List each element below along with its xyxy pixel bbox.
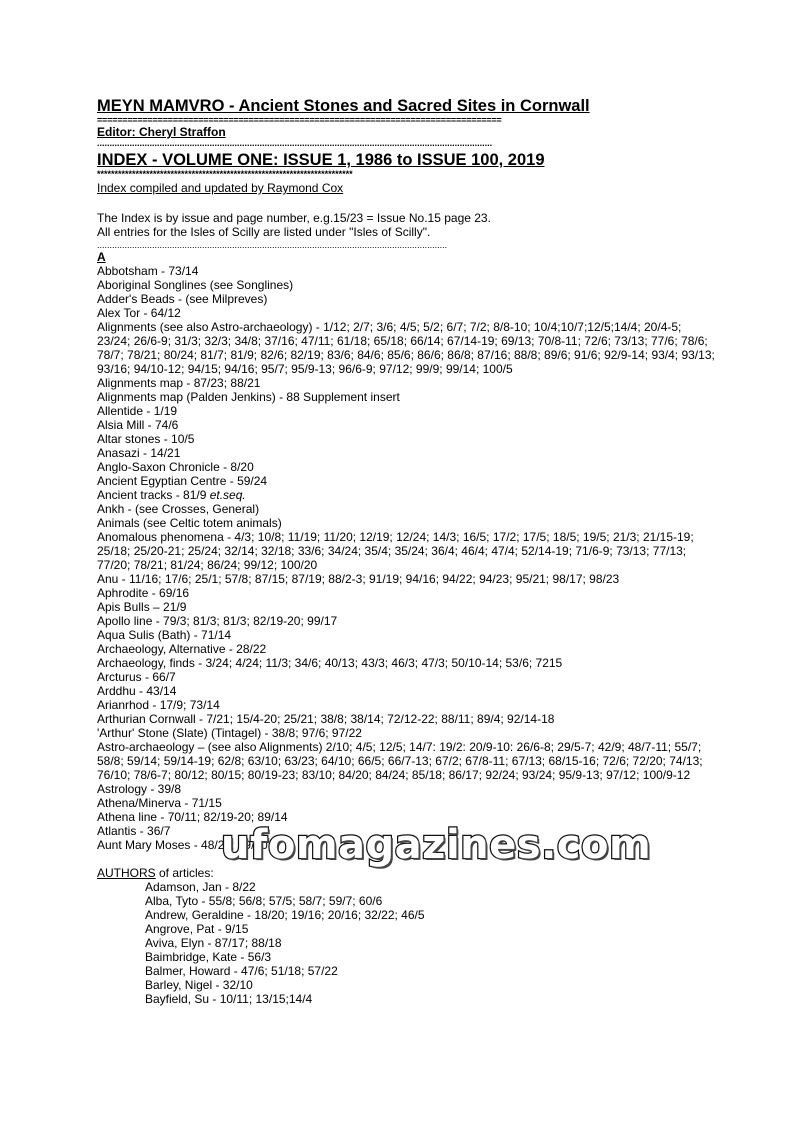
index-entry: Athena line - 70/11; 82/19-20; 89/14 [97, 810, 288, 824]
intro-line-1: The Index is by issue and page number, e.g.15/23 = Issue No.15 page 23. [97, 211, 491, 225]
index-entry: Aunt Mary Moses - 48/20; 69/20 [97, 838, 268, 852]
index-entry: Adder's Beads - (see Milpreves) [97, 292, 268, 306]
index-entry: Abbotsham - 73/14 [97, 264, 199, 278]
index-entry: Alignments map - 87/23; 88/21 [97, 376, 261, 390]
dotted-separator: ............................................................................................................................................ [97, 241, 448, 250]
index-entry-ancient-tracks [97, 488, 717, 502]
authors-list [97, 880, 717, 1006]
author-entry: Barley, Nigel - 32/10 [145, 978, 253, 992]
index-entry: Ankh - (see Crosses, General) [97, 502, 260, 516]
index-entry: Arddhu - 43/14 [97, 684, 177, 698]
entry-text: Ancient tracks - 81/9 [97, 488, 210, 502]
index-entry: Anu - 11/16; 17/6; 25/1; 57/8; 87/15; 87/19; 88/2-3; 91/19; 94/16; 94/22; 94/23; 95/21; 98/17; 98/23 [97, 572, 620, 586]
magazine-title: MEYN MAMVRO - Ancient Stones and Sacred Sites in Cornwall [97, 97, 590, 115]
index-entry: 'Arthur' Stone (Slate) (Tintagel) - 38/8; 97/6; 97/22 [97, 726, 362, 740]
index-entry: Aboriginal Songlines (see Songlines) [97, 278, 294, 292]
index-entry: Altar stones - 10/5 [97, 432, 195, 446]
index-entry: Anglo-Saxon Chronicle - 8/20 [97, 460, 254, 474]
author-entry: Angrove, Pat - 9/15 [145, 922, 249, 936]
index-entry: Arthurian Cornwall - 7/21; 15/4-20; 25/21; 38/8; 38/14; 72/12-22; 88/11; 89/4; 92/14-18 [97, 712, 555, 726]
authors-label: AUTHORS [97, 866, 156, 880]
et-seq: et.seq. [209, 488, 246, 502]
section-letter: A [97, 250, 106, 264]
author-entry: Aviva, Elyn - 87/17; 88/18 [145, 936, 282, 950]
index-entries [97, 264, 717, 852]
index-entry: Ancient Egyptian Centre - 59/24 [97, 474, 268, 488]
double-rule: ================================================================================ [97, 116, 502, 125]
index-entry: Atlantis - 36/7 [97, 824, 171, 838]
authors-heading [97, 866, 717, 880]
intro-text [97, 211, 717, 239]
index-entry: Arcturus - 66/7 [97, 670, 176, 684]
index-entry: Aqua Sulis (Bath) - 71/14 [97, 628, 232, 642]
author-entry: Alba, Tyto - 55/8; 56/8; 57/5; 58/7; 59/7; 60/6 [145, 894, 383, 908]
author-entry: Andrew, Geraldine - 18/20; 19/16; 20/16; 32/22; 46/5 [145, 908, 425, 922]
index-entry: Alignments (see also Astro-archaeology) - 1/12; 2/7; 3/6; 4/5; 5/2; 6/7; 7/2; 8/8-10; 10/4;10/7;12/5;14/4; 20/4-5; 23/24; 26/6-9; 31/3; 32/3; 34/8; 37/16; 47/11; 61/18; 65/18; 66/14; 67/14-19; 69/13; 70/8-11; 72/6; 73/13; 77/6; 78/6; 78/7; 78/21; 80/24; 81/7; 81/9; 82/6; 82/19; 83/6; 84/6; 85/6; 86/6; 86/8; 87/16; 88/8; 89/6; 91/6; 92/9-14; 93/4; 93/13; 93/16; 94/10-12; 94/15; 94/16; 95/7; 95/9-13; 96/6-9; 97/12; 99/9; 99/14; 100/5 [97, 320, 715, 376]
index-entry: Aphrodite - 69/16 [97, 586, 190, 600]
intro-line-2: All entries for the Isles of Scilly are listed under "Isles of Scilly". [97, 225, 431, 239]
index-entry: Alex Tor - 64/12 [97, 306, 181, 320]
index-entry: Apis Bulls – 21/9 [97, 600, 187, 614]
editor-line: Editor: Cheryl Straffon [97, 125, 226, 139]
index-entry: Anomalous phenomena - 4/3; 10/8; 11/19; 11/20; 12/19; 12/24; 14/3; 16/5; 17/2; 17/5; 18/5; 19/5; 21/3; 21/15-19; 25/18; 25/20-21; 25/24; 32/14; 32/18; 33/6; 34/24; 35/4; 35/24; 36/4; 46/4; 47/4; 52/14-19; 71/6-9; 73/13; 77/13; 77/20; 78/21; 81/24; 86/24; 99/12; 100/20 [97, 530, 694, 572]
index-page [97, 96, 717, 1006]
index-entry: Alsia Mill - 74/6 [97, 418, 179, 432]
index-entry: Anasazi - 14/21 [97, 446, 181, 460]
index-entry: Archaeology, finds - 3/24; 4/24; 11/3; 34/6; 40/13; 43/3; 46/3; 47/3; 50/10-14; 53/6; 7215 [97, 656, 563, 670]
index-entry: Arianrhod - 17/9; 73/14 [97, 698, 220, 712]
index-entry: Alignments map (Palden Jenkins) - 88 Supplement insert [97, 390, 400, 404]
index-entry: Athena/Minerva - 71/15 [97, 796, 222, 810]
authors-suffix: of articles: [155, 866, 214, 880]
index-entry: Animals (see Celtic totem animals) [97, 516, 282, 530]
index-entry: Astro-archaeology – (see also Alignments) 2/10; 4/5; 12/5; 14/7: 19/2: 20/9-10: 26/6-8; 29/5-7; 42/9; 48/7-11; 55/7; 58/8; 59/14; 59/14-19; 62/8; 63/10; 63/23; 64/10; 66/5; 66/7-13; 67/2; 67/8-11; 67/13; 68/15-16; 72/6; 72/20; 74/13; 76/10; 78/6-7; 80/12; 80/15; 80/19-23; 83/10; 84/20; 84/24; 85/18; 86/17; 92/24; 93/24; 95/9-13; 97/12; 100/9-12 [97, 740, 703, 782]
star-rule: ************************************************************************* [97, 170, 353, 178]
dotted-rule: .............................................................................................................................................................. [97, 139, 493, 148]
watermark-logo: ufomagazines.com [221, 822, 652, 868]
author-entry: Bayfield, Su - 10/11; 13/15;14/4 [145, 992, 313, 1006]
author-entry: Balmer, Howard - 47/6; 51/18; 57/22 [145, 964, 338, 978]
index-entry: Archaeology, Alternative - 28/22 [97, 642, 267, 656]
index-title: INDEX - VOLUME ONE: ISSUE 1, 1986 to ISSUE 100, 2019 [97, 151, 545, 169]
author-entry: Adamson, Jan - 8/22 [145, 880, 256, 894]
index-entry: Allentide - 1/19 [97, 404, 178, 418]
author-entry: Baimbridge, Kate - 56/3 [145, 950, 272, 964]
index-entry: Astrology - 39/8 [97, 782, 182, 796]
compiled-by: Index compiled and updated by Raymond Cox [97, 181, 344, 195]
index-entry: Apollo line - 79/3; 81/3; 81/3; 82/19-20; 99/17 [97, 614, 338, 628]
